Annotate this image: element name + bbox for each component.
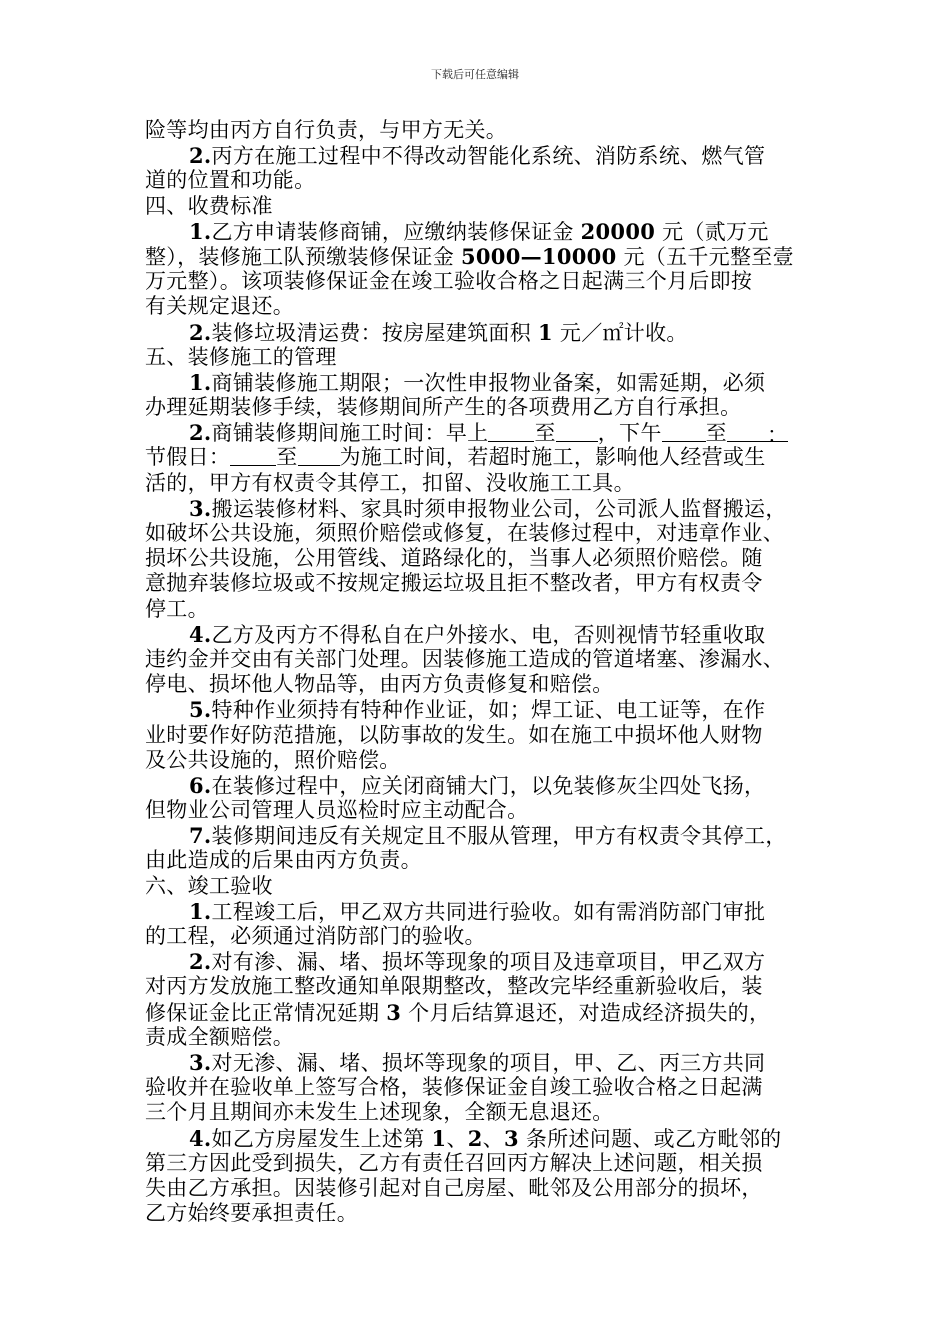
clause-5-3: 3.搬运装修材料、家具时须申报物业公司，公司派人监督搬运，: [189, 495, 787, 521]
text-line: 对丙方发放施工整改通知单限期整改，整改完毕经重新验收后，装: [145, 974, 763, 999]
text-line: 办理延期装修手续，装修期间所产生的各项费用乙方自行承担。: [145, 395, 742, 420]
blank-field: [298, 447, 340, 466]
clause-5-4: 4.乙方及丙方不得私自在户外接水、电，否则视情节轻重收取: [189, 621, 766, 647]
clause-4-2: 2.装修垃圾清运费：按房屋建筑面积 1 元／㎡计收。: [189, 319, 688, 345]
clause-3-2: 2.丙方在施工过程中不得改动智能化系统、消防系统、燃气管: [189, 143, 766, 169]
text-line: 由此造成的后果由丙方负责。: [145, 848, 422, 873]
text-line: 整），装修施工队预缴装修保证金 5000—10000 元（五千元整至壹: [145, 243, 794, 269]
clause-5-2: 2.商铺装修期间施工时间：早上 至 ，下午 至 ：: [189, 420, 789, 446]
clause-6-2: 2.对有渗、漏、堵、损坏等现象的项目及违章项目，甲乙双方: [189, 949, 766, 975]
page-header: 下载后可任意编辑: [431, 68, 519, 81]
text-line: 验收并在验收单上签写合格，装修保证金自竣工验收合格之日起满: [145, 1075, 763, 1100]
text-line: 失由乙方承担。因装修引起对自己房屋、毗邻及公用部分的损坏，: [145, 1175, 763, 1200]
clause-5-5: 5.特种作业须持有特种作业证，如；焊工证、电工证等，在作: [189, 697, 766, 723]
document-body: [145, 118, 810, 1226]
text-line: 万元整）。该项装修保证金在竣工验收合格之日起满三个月后即按: [145, 269, 753, 294]
text-line: 活的，甲方有权责令其停工，扣留、没收施工工具。: [145, 470, 635, 495]
text-line: 及公共设施的，照价赔偿。: [145, 747, 401, 772]
text-line: 但物业公司管理人员巡检时应主动配合。: [145, 798, 529, 823]
text-line: 险等均由丙方自行负责，与甲方无关。: [145, 118, 508, 142]
text-line: 节假日： 至 为施工时间，若超时施工，影响他人经营或生: [145, 445, 766, 470]
section-heading: 四、收费标准: [145, 193, 273, 218]
text-line: 乙方始终要承担责任。: [145, 1201, 358, 1226]
blank-field: [556, 423, 598, 442]
clause-6-3: 3.对无渗、漏、堵、损坏等现象的项目，甲、乙、丙三方共同: [189, 1049, 766, 1075]
clause-5-1: 1.商铺装修施工期限；一次性申报物业备案，如需延期，必须: [189, 369, 766, 395]
text-line: 三个月且期间亦未发生上述现象，全额无息退还。: [145, 1100, 614, 1125]
text-line: 第三方因此受到损失，乙方有责任召回丙方解决上述问题，相关损: [145, 1150, 763, 1175]
text-line: 意抛弃装修垃圾或不按规定搬运垃圾且拒不整改者，甲方有权责令: [145, 571, 763, 596]
blank-field: [230, 447, 276, 466]
text-line: 责成全额赔偿。: [145, 1024, 295, 1049]
text-line: 停工。: [145, 596, 209, 621]
text-line: 业时要作好防范措施，以防事故的发生。如在施工中损坏他人财物: [145, 722, 763, 747]
section-heading: 五、装修施工的管理: [145, 344, 337, 369]
blank-field: [662, 423, 706, 442]
text-line: 有关规定退还。: [145, 294, 295, 319]
text-line: 停电、损坏他人物品等，由丙方负责修复和赔偿。: [145, 672, 614, 697]
text-line: 违约金并交由有关部门处理。因装修施工造成的管道堵塞、渗漏水、: [145, 646, 784, 671]
text-line: 损坏公共设施，公用管线、道路绿化的，当事人必须照价赔偿。随: [145, 546, 763, 571]
blank-field: [727, 423, 767, 442]
text-line: 的工程，必须通过消防部门的验收。: [145, 924, 486, 948]
clause-6-1: 1.工程竣工后，甲乙双方共同进行验收。如有需消防部门审批: [189, 898, 766, 924]
clause-4-1: 1.乙方申请装修商铺，应缴纳装修保证金 20000 元（贰万元: [189, 218, 769, 244]
blank-field: [488, 423, 534, 442]
clause-6-4: 4.如乙方房屋发生上述第 1、2、3 条所述问题、或乙方毗邻的: [189, 1125, 782, 1151]
text-line: 道的位置和功能。: [145, 168, 316, 193]
text-line: 修保证金比正常情况延期 3 个月后结算退还，对造成经济损失的，: [145, 999, 771, 1025]
clause-5-6: 6.在装修过程中，应关闭商铺大门，以免装修灰尘四处飞扬，: [189, 772, 766, 798]
clause-5-7: 7.装修期间违反有关规定且不服从管理，甲方有权责令其停工，: [189, 823, 787, 849]
text-line: 如破坏公共设施，须照价赔偿或修复，在装修过程中，对违章作业、: [145, 521, 784, 545]
section-heading: 六、竣工验收: [145, 873, 273, 898]
